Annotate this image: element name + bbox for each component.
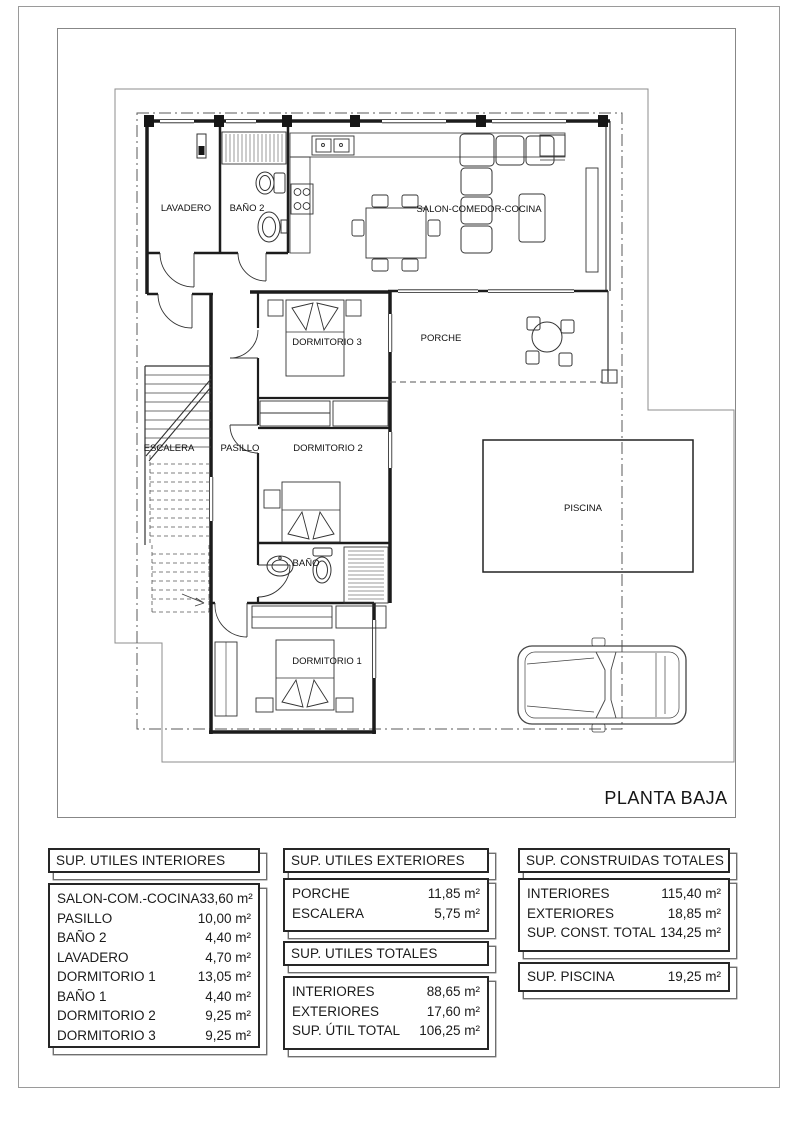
table-header-utiles-exteriores: SUP. UTILES EXTERIORES — [283, 848, 489, 873]
row-value: 18,85 m² — [667, 905, 721, 921]
row-value: 106,25 m² — [419, 1023, 480, 1038]
table-row — [285, 1021, 487, 1041]
room-label-salon: SALON-COMEDOR-COCINA — [416, 204, 542, 215]
row-value: 9,25 m² — [205, 1027, 251, 1043]
salon-furniture — [352, 134, 598, 272]
bano2-fixtures — [222, 132, 287, 242]
room-label-piscina: PISCINA — [563, 503, 603, 514]
kitchen-sink — [312, 136, 354, 155]
fridge — [540, 135, 565, 160]
closets — [260, 401, 388, 426]
table-construidas-totales — [518, 878, 730, 952]
row-label: SUP. ÚTIL TOTAL — [292, 1023, 401, 1038]
table-row — [285, 982, 487, 1002]
row-value: 4,40 m² — [205, 988, 251, 1004]
shower-icon — [222, 132, 286, 164]
page-title: PLANTA BAJA — [604, 788, 728, 808]
row-label: EXTERIORES — [527, 905, 615, 921]
car-icon — [518, 638, 686, 732]
row-value: 13,05 m² — [197, 969, 251, 984]
lavadero-boiler — [197, 134, 206, 158]
row-label: SUP. PISCINA — [527, 969, 615, 984]
toilet-icon — [256, 172, 285, 194]
room-label-pasillo: PASILLO — [220, 443, 260, 454]
row-value: 9,25 m² — [205, 1008, 251, 1023]
row-value: 10,00 m² — [197, 910, 251, 926]
row-value: 134,25 m² — [660, 925, 721, 940]
room-label-dormitorio3: DORMITORIO 3 — [292, 337, 362, 348]
table-piscina — [518, 962, 730, 992]
bano1-fixtures — [267, 547, 388, 603]
table-row — [50, 928, 258, 948]
room-label-dormitorio2: DORMITORIO 2 — [293, 443, 363, 454]
sideboard — [586, 168, 598, 272]
table-row — [50, 889, 258, 909]
sink-icon — [258, 212, 287, 242]
sink-icon — [267, 556, 293, 576]
row-value: 33,60 m² — [199, 891, 253, 906]
row-label: PORCHE — [292, 886, 350, 901]
porch-table — [526, 317, 574, 366]
bed-icon — [264, 482, 340, 542]
row-label: INTERIORES — [527, 886, 610, 901]
row-label: PASILLO — [57, 910, 113, 926]
bed-icon — [256, 640, 353, 712]
table-row — [285, 884, 487, 904]
row-value: 11,85 m² — [427, 886, 480, 901]
table-row — [50, 1006, 258, 1026]
row-label: DORMITORIO 3 — [57, 1027, 156, 1043]
plot-boundary — [115, 89, 734, 762]
table-utiles-totales — [283, 976, 489, 1050]
table-row — [520, 884, 728, 904]
row-value: 4,40 m² — [205, 930, 251, 945]
room-label-dormitorio1: DORMITORIO 1 — [292, 656, 362, 667]
table-row — [520, 923, 728, 943]
room-label-porche: PORCHE — [420, 333, 462, 344]
row-label: SALON-COM.-COCINA — [57, 891, 200, 906]
table-header-utiles-totales: SUP. UTILES TOTALES — [283, 941, 489, 966]
row-label: BAÑO 1 — [57, 988, 107, 1004]
table-utiles-exteriores — [283, 878, 489, 932]
escalera-stairs — [145, 366, 211, 612]
dorm2-furniture — [264, 482, 340, 542]
row-value: 4,70 m² — [205, 949, 251, 965]
row-label: INTERIORES — [292, 984, 375, 999]
row-label: SUP. CONST. TOTAL — [527, 925, 656, 940]
row-value: 5,75 m² — [434, 905, 480, 921]
row-value: 19,25 m² — [667, 969, 721, 984]
coffee-table — [519, 194, 545, 242]
table-row — [520, 964, 728, 990]
row-label: ESCALERA — [292, 905, 365, 921]
table-utiles-interiores — [48, 883, 260, 1048]
table-row — [285, 1002, 487, 1022]
row-value: 17,60 m² — [426, 1003, 480, 1019]
table-row — [50, 948, 258, 968]
row-label: DORMITORIO 1 — [57, 969, 156, 984]
table-row — [50, 1026, 258, 1046]
row-value: 115,40 m² — [661, 886, 721, 901]
table-row — [50, 967, 258, 987]
row-label: BAÑO 2 — [57, 930, 107, 945]
room-label-lavadero: LAVADERO — [160, 203, 212, 214]
shower-icon — [344, 547, 388, 603]
room-label-bano1: BAÑO — [292, 558, 320, 569]
row-label: EXTERIORES — [292, 1003, 380, 1019]
row-value: 88,65 m² — [426, 984, 480, 999]
table-row — [285, 904, 487, 924]
table-row — [50, 987, 258, 1007]
table-row — [520, 904, 728, 924]
table-header-construidas-totales: SUP. CONSTRUIDAS TOTALES — [518, 848, 730, 873]
row-label: LAVADERO — [57, 949, 129, 965]
table-row — [50, 909, 258, 929]
room-label-escalera: ESCALERA — [143, 443, 195, 454]
room-label-bano2: BAÑO 2 — [229, 203, 265, 214]
row-label: DORMITORIO 2 — [57, 1008, 156, 1023]
table-header-utiles-interiores: SUP. UTILES INTERIORES — [48, 848, 260, 873]
